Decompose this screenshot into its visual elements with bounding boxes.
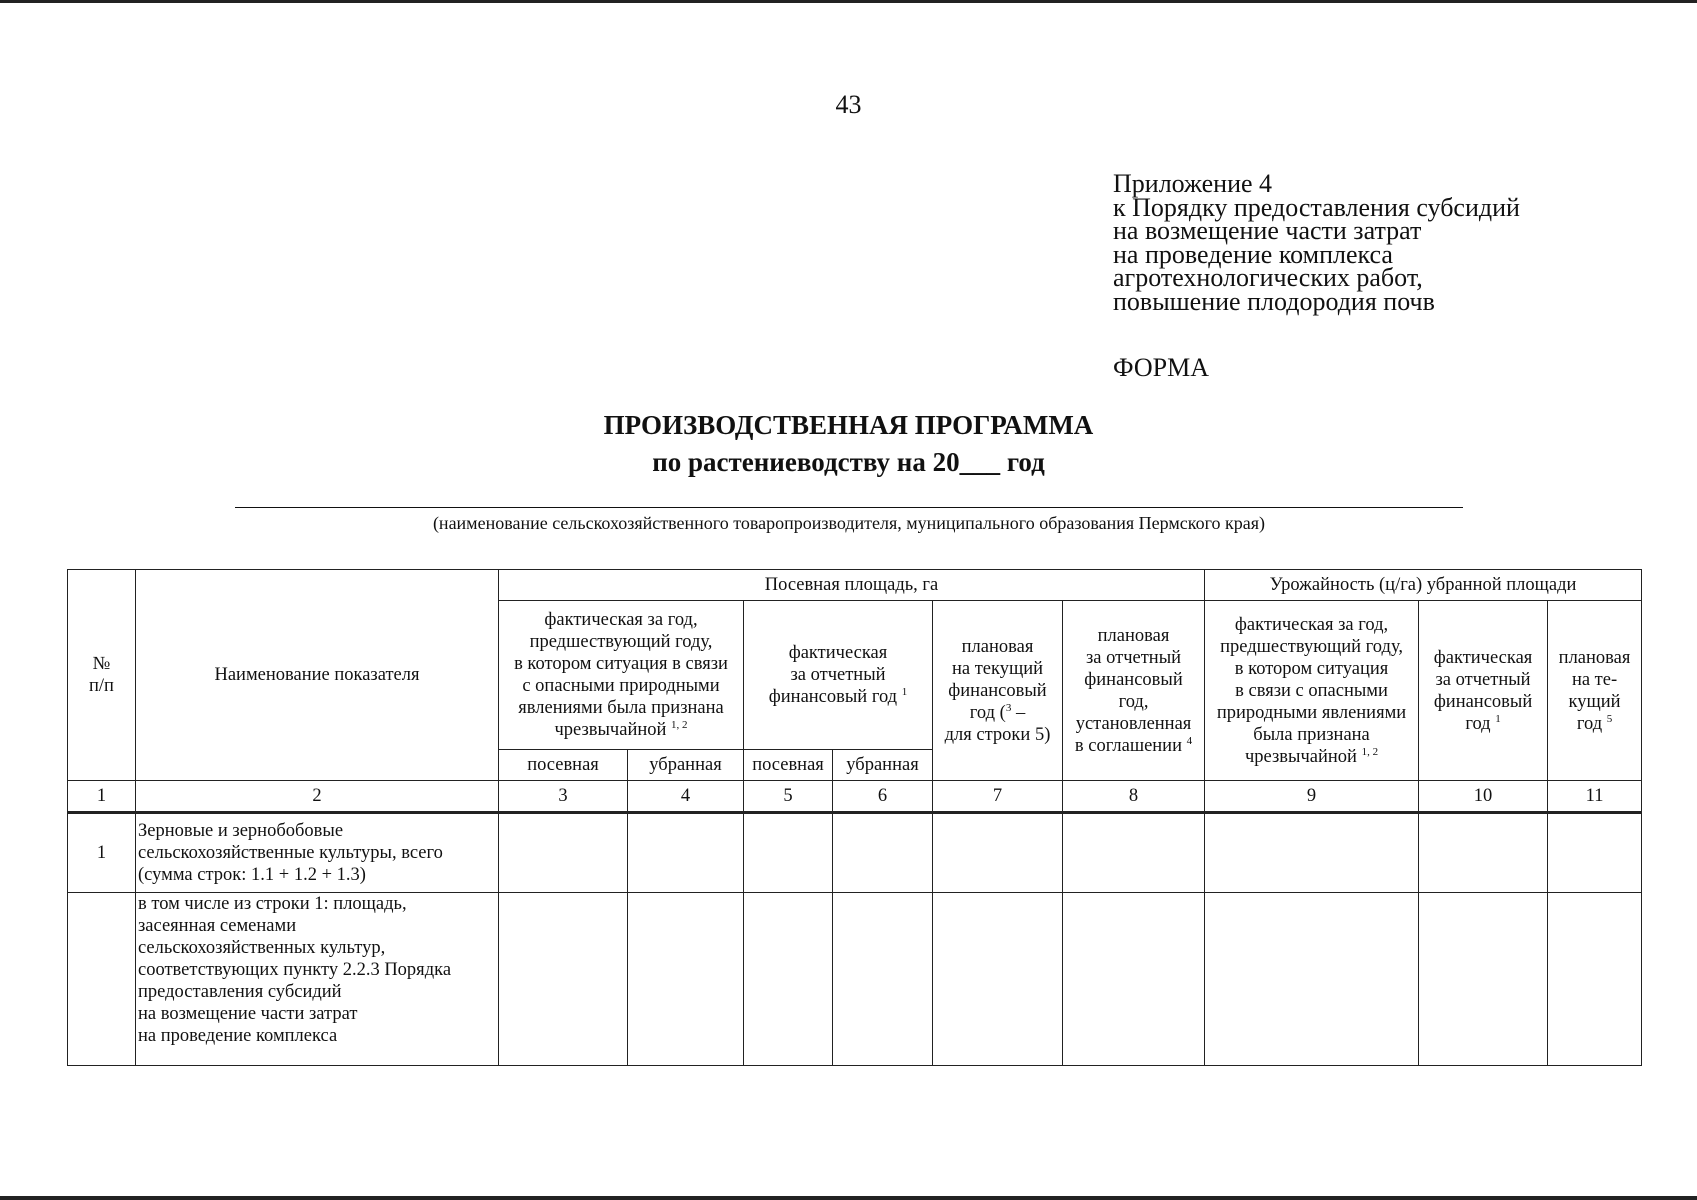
header-yield-actual-reporting-year — [1419, 601, 1548, 781]
header-yield — [1205, 570, 1642, 601]
subheader-harvested: убранная — [628, 750, 744, 781]
appendix-block — [1113, 169, 1520, 316]
empty-cell — [499, 893, 628, 1066]
header-yield-planned-current-year — [1548, 601, 1642, 781]
header-planned-agreement-year — [1063, 601, 1205, 781]
empty-cell — [1205, 893, 1419, 1066]
appendix-line: на возмещение части затрат — [1113, 216, 1422, 245]
table-row — [68, 893, 1642, 1066]
header-yield-text: Урожайность (ц/га) убранной площади — [1269, 575, 1577, 595]
appendix-line: агротехнологических работ, — [1113, 263, 1423, 292]
empty-cell — [1419, 813, 1548, 893]
footnote-ref: 4 — [1186, 734, 1193, 747]
footnote-ref: 1, 2 — [671, 718, 688, 731]
empty-cell — [628, 893, 744, 1066]
footnote-ref: 1, 2 — [1361, 745, 1379, 758]
empty-cell — [933, 893, 1063, 1066]
appendix-line: Приложение 4 — [1113, 169, 1273, 198]
header-actual-emergency-year — [499, 601, 744, 750]
document-subtitle: по растениеводству на 20___ год — [652, 447, 1045, 477]
column-number: 9 — [1205, 781, 1419, 813]
column-number: 6 — [833, 781, 933, 813]
header-yield-actual-emergency-year — [1205, 601, 1419, 781]
empty-cell — [1063, 893, 1205, 1066]
table-row — [68, 813, 1642, 893]
column-number: 8 — [1063, 781, 1205, 813]
empty-cell — [744, 813, 833, 893]
empty-cell — [1548, 893, 1642, 1066]
empty-cell — [744, 893, 833, 1066]
form-label: ФОРМА — [1113, 353, 1209, 382]
header-planned-current-year-text: плановая на текущий финансовый год ( — [948, 636, 1047, 723]
header-yield-actual-reporting-year-text: фактическая за отчетный финансовый год — [1433, 647, 1533, 734]
producer-name-field-line — [235, 507, 1463, 508]
column-number: 1 — [68, 781, 136, 813]
header-actual-reporting-year-text: фактическая за отчетный финансовый год — [768, 643, 898, 707]
header-yield-actual-emergency-year-text: фактическая за год, предшествующий году, в котором ситуация в связи с опасными природными явлениями была признана чрезвычайной — [1216, 614, 1407, 767]
empty-cell — [1205, 813, 1419, 893]
row-number: 1 — [68, 813, 136, 893]
production-program-table — [67, 569, 1642, 1066]
empty-cell — [833, 813, 933, 893]
subheader-harvested: убранная — [833, 750, 933, 781]
page-top-edge — [0, 0, 1697, 3]
column-number: 10 — [1419, 781, 1548, 813]
footnote-ref: 1 — [1495, 712, 1501, 725]
appendix-line: повышение плодородия почв — [1113, 286, 1435, 316]
appendix-line: на проведение комплекса — [1113, 239, 1393, 269]
empty-cell — [1419, 893, 1548, 1066]
header-actual-reporting-year — [744, 601, 933, 750]
footnote-ref: 1 — [901, 685, 908, 698]
column-number: 7 — [933, 781, 1063, 813]
header-planned-agreement-year-text: плановая за отчетный финансовый год, установленная в соглашении — [1074, 625, 1192, 756]
empty-cell — [933, 813, 1063, 893]
page-number: 43 — [835, 90, 862, 119]
header-indicator-name — [136, 570, 499, 781]
empty-cell — [499, 813, 628, 893]
row-number — [68, 893, 136, 1066]
row-indicator-name: Зерновые и зернобобовые сельскохозяйственные культуры, всего (сумма строк: 1.1 + 1.2 + 1.3) — [136, 813, 499, 893]
header-yield-planned-current-year-text: плановая на те- кущий год — [1558, 647, 1631, 734]
column-number: 3 — [499, 781, 628, 813]
header-planned-current-year — [933, 601, 1063, 781]
header-row-number — [68, 570, 136, 781]
column-number: 2 — [136, 781, 499, 813]
empty-cell — [1548, 813, 1642, 893]
empty-cell — [628, 813, 744, 893]
appendix-line: к Порядку предоставления субсидий — [1113, 192, 1520, 222]
empty-cell — [1063, 813, 1205, 893]
footnote-ref: 5 — [1606, 712, 1613, 725]
empty-cell — [833, 893, 933, 1066]
column-number: 11 — [1548, 781, 1642, 813]
subheader-sown: посевная — [499, 750, 628, 781]
column-number: 5 — [744, 781, 833, 813]
header-planned-current-year-tail: – для строки 5) — [944, 702, 1051, 745]
footnote-ref: 3 — [1005, 701, 1012, 714]
header-indicator-name-text: Наименование показателя — [214, 665, 420, 685]
header-sown-area — [499, 570, 1205, 601]
producer-name-caption: (наименование сельскохозяйственного товаропроизводителя, муниципального образования Пермского края) — [432, 513, 1266, 533]
subheader-sown: посевная — [744, 750, 833, 781]
header-sown-area-text: Посевная площадь, га — [764, 575, 939, 595]
row-indicator-name: в том числе из строки 1: площадь, засеянная семенами сельскохозяйственных культур, соответствующих пункту 2.2.3 Порядка предоставления субсидий на возмещение части затрат на проведение комплекса — [136, 893, 499, 1066]
document-title: ПРОИЗВОДСТВЕННАЯ ПРОГРАММА — [603, 410, 1094, 440]
header-actual-emergency-year-text: фактическая за год, предшествующий году, в котором ситуация в связи с опасными природными явлениями была признана чрезвычайной — [514, 610, 728, 740]
header-row-number-text: № п/п — [89, 654, 114, 696]
page-bottom-edge — [0, 1196, 1697, 1200]
column-number: 4 — [628, 781, 744, 813]
